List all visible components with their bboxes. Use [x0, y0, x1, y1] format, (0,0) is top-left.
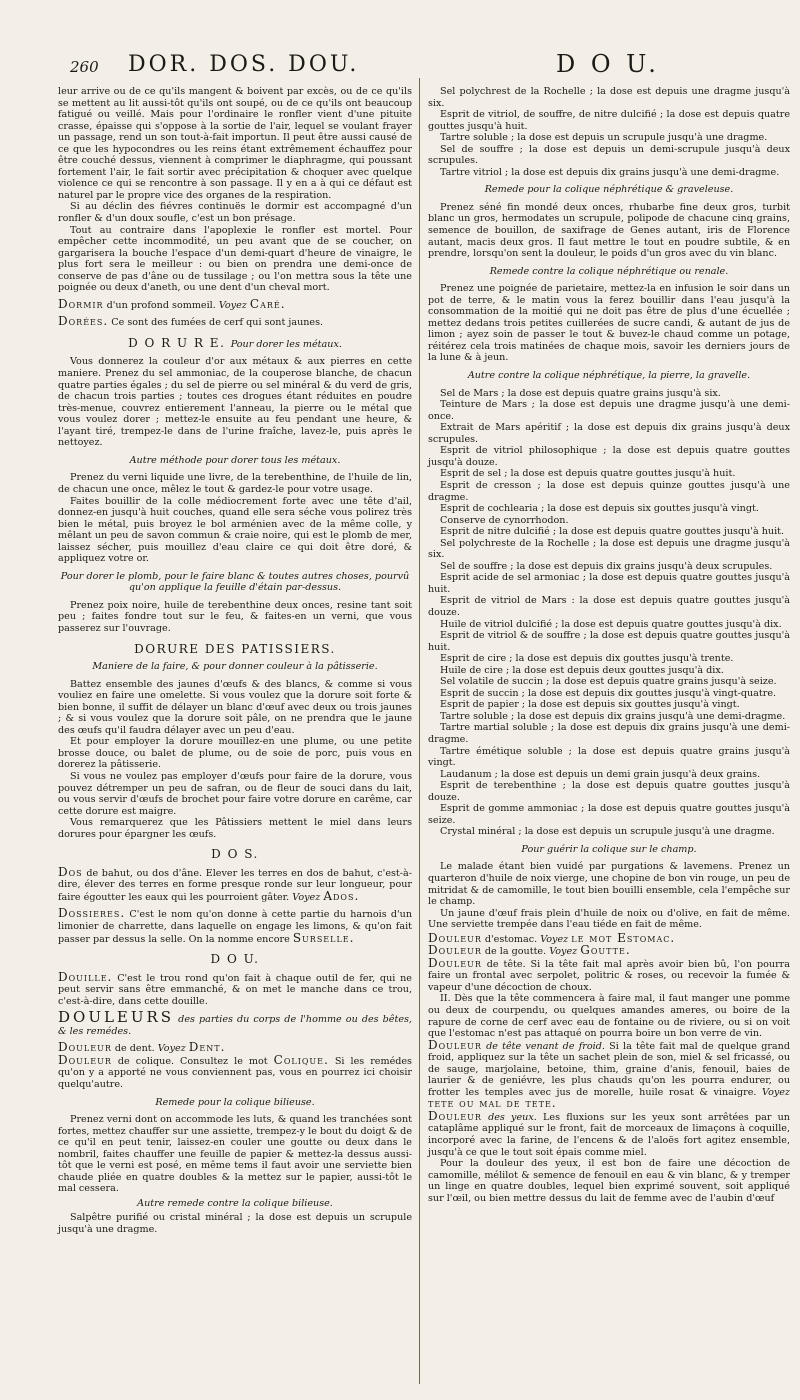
entry-head: Douleur	[428, 1037, 482, 1052]
list-item: Esprit de terebenthine ; la dose est depuis quatre gouttes jusqu'à douze.	[428, 780, 790, 803]
see-label: Voyez	[157, 1043, 186, 1055]
list-item: Esprit de vitriol de Mars : la dose est depuis quatre gouttes jusqu'à douze.	[428, 595, 790, 618]
entry-text: de dent.	[114, 1043, 155, 1055]
cross-reference: Dent.	[188, 1040, 226, 1055]
entry-head: Douleur	[428, 930, 482, 945]
section-heading: D O S.	[211, 847, 259, 862]
paragraph: Tartre vitriol ; la dose est depuis dix grains jusqu'à une demi-dragme.	[440, 166, 780, 178]
left-column	[58, 86, 412, 1236]
paragraph: Sel polychrest de la Rochelle ; la dose est depuis une dragme jusqu'à six.	[428, 86, 790, 109]
paragraph: Un jaune d'œuf frais plein d'huile de noix ou d'olive, en fait de même. Une serviette trempée dans l'eau tiéde en fait de même.	[428, 907, 790, 931]
paragraph: Pour la douleur des yeux, il est bon de faire une décoction de camomille, mélilot & semence de fenouil en eau & vin blanc, & y tremper un linge en quatre doubles, lequel bien exprimé souvent, soit appliqué sur l'œil, ou bien mettre dessus du lait de femme avec de l'aubin d'œuf	[428, 1158, 790, 1204]
cross-reference: le mot Estomac.	[571, 930, 676, 945]
running-head-right: D O U.	[556, 50, 660, 78]
entry-text: de bahut, ou dos d'âne. Elever les terres en dos de bahut, c'est-à-dire, élever des terres en forme presque ronde sur leur longueur, pour faire égoutter les eaux qui les pourroient gâter.	[58, 867, 412, 903]
section-heading: DORURE DES PATISSIERS.	[134, 641, 336, 656]
paragraph: Salpêtre purifié ou cristal minéral ; la dose est depuis un scrupule jusqu'à une dragme.	[58, 1212, 412, 1236]
list-item: Esprit de cresson ; la dose est depuis quinze gouttes jusqu'à une dragme.	[428, 479, 790, 503]
entry-text: Ce sont des fumées de cerf qui sont jaunes.	[111, 317, 324, 329]
entry-dos	[58, 864, 412, 904]
list-item: Laudanum ; la dose est depuis un demi grain jusqu'à deux grains.	[440, 768, 761, 780]
see-label: Voyez	[762, 1086, 790, 1098]
entry-head: Dos	[58, 864, 83, 879]
entry-head: Douleur	[428, 943, 482, 958]
entry-text: de la goutte.	[484, 946, 547, 958]
list-item: Sel polychreste de la Rochelle ; la dose est depuis une dragme jusqu'à six.	[428, 537, 790, 561]
entry-dorees	[58, 316, 412, 329]
entry-head: DOULEURS	[58, 1008, 175, 1027]
cross-reference: Colique.	[273, 1052, 329, 1067]
entry-head: Douleur	[428, 1108, 482, 1123]
paragraph: Si vous ne voulez pas employer d'œufs pour faire de la dorure, vous pouvez détremper un peu de safran, ou de fleur de souci dans du lait, ou vous servir d'œufs de brochet pour faire votre dorure en carême, car cette dorure est maigre.	[58, 770, 412, 817]
entry-text: de colique. Consultez le mot	[117, 1055, 268, 1067]
paragraph: Tartre soluble ; la dose est depuis un scrupule jusqu'à une dragme.	[440, 132, 768, 144]
list-item: Sel volatile de succin ; la dose est depuis quatre grains jusqu'à seize.	[440, 676, 777, 688]
entry-head: Douleur	[58, 1052, 112, 1067]
list-item: Tartre émétique soluble ; la dose est depuis quatre grains jusqu'à vingt.	[428, 745, 790, 769]
entry-head: Douleur	[58, 1040, 112, 1055]
list-item: Extrait de Mars apéritif ; la dose est depuis dix grains jusqu'à deux scrupules.	[428, 422, 790, 445]
paragraph: Prenez une poignée de parietaire, mettez-la en infusion le soir dans un pot de terre, & le matin vous la ferez bouillir dans l'eau jusqu'à la consommation de la moitié qui ne doit pas être de plus d'une écuellée ; mettez dedans trois petites cuillerées de sucre candi, & autant de jus de limon ; ayez soin de passer le tout & buvez-le chaud comme un potage, réitérez cela trois matinées de chaque mois, savoir les derniers jours de la lune & à jeun.	[428, 283, 790, 364]
subheading: Pour dorer le plomb, pour le faire blanc & toutes autres choses, pourvû qu'on applique la feuille d'étain par-dessus.	[60, 570, 410, 594]
entry-text: d'un profond sommeil.	[106, 299, 216, 311]
paragraph: Prenez poix noire, huile de terebenthine deux onces, resine tant soit peu ; faites fondre tout sur le feu, & faites-en un verni, que vous passerez sur l'ouvrage.	[58, 599, 412, 634]
entry-head: Dorées.	[58, 314, 109, 329]
list-item: Esprit de vitriol & de souffre ; la dose est depuis quatre gouttes jusqu'à huit.	[428, 630, 790, 653]
list-item: Sel de souffre ; la dose est depuis dix grains jusqu'à deux scrupules.	[440, 560, 773, 572]
subheading: Remede contre la colique néphrétique ou renale.	[489, 265, 729, 277]
see-label: Voyez	[292, 891, 321, 903]
cross-reference: tete ou mal de tete.	[428, 1096, 557, 1111]
paragraph: Esprit de vitriol, de souffre, de nitre dulcifié ; la dose est depuis quatre gouttes jusqu'à huit.	[428, 109, 790, 132]
cross-reference: Goutte.	[580, 943, 631, 958]
entry-yeux	[428, 1108, 790, 1158]
paragraph: Tout au contraire dans l'apoplexie le ronfler est mortel. Pour empêcher cette incommodité, un peu avant que de se coucher, on gargarisera la bouche l'espace d'un demi-quart d'heure de vinaigre, le plus fort sera le meilleur : ou bien on prendra une demi-once de conserve de pas d'âne ou de tussilage ; ou l'on mettra sous la tête une poignée ou deux d'aneth, ou une dent d'un cheval mort.	[58, 224, 412, 294]
subheading: Remede pour la colique bilieuse.	[155, 1096, 315, 1108]
list-item: Esprit de gomme ammoniac ; la dose est depuis quatre gouttes jusqu'à seize.	[428, 803, 790, 826]
subheading: Autre contre la colique néphrétique, la pierre, la gravelle.	[467, 370, 751, 382]
paragraph: Si au déclin des fiévres continuës le dormir est accompagné d'un ronfler & d'un doux soufle, c'est un bon présage.	[58, 201, 412, 225]
paragraph: Faites bouillir de la colle médiocrement forte avec une tête d'ail, donnez-en jusqu'à huit couches, quand elle sera séche vous polirez très bien le métal, puis broyez le bol arménien avec de la même colle, y mêlant un peu de savon commun & craie noire, qui est le plomb de mer, laissez sécher, puis mouillez d'eau claire ce qui doit être doré, & appliquez votre or.	[58, 495, 412, 565]
list-item: Esprit de papier ; la dose est depuis six gouttes jusqu'à vingt.	[440, 699, 740, 711]
page-header	[0, 50, 800, 90]
list-item: Esprit de succin ; la dose est depuis dix gouttes jusqu'à vingt-quatre.	[440, 687, 777, 699]
list-item: Esprit de cire ; la dose est depuis dix gouttes jusqu'à trente.	[440, 653, 734, 665]
subheading: Autre méthode pour dorer tous les métaux.	[129, 454, 341, 466]
entry-tete	[428, 955, 790, 994]
list-item: Tartre martial soluble ; la dose est depuis dix grains jusqu'à une demi-dragme.	[428, 722, 790, 745]
subheading: Autre remede contre la colique bilieuse.	[137, 1197, 333, 1209]
paragraph: Prenez du verni liquide une livre, de la terebenthine, de l'huile de lin, de chacun une once, mêlez le tout & gardez-le pour votre usage.	[58, 472, 412, 495]
entry-text: Les fluxions sur les yeux sont arrêtées par un cataplâme appliqué sur le front, fait de morceaux de limaçons à coquille, incorporé avec la farine, de l'encens & de l'aloës fort agitez ensemble, jusqu'à ce que le tout soit épais comme miel.	[428, 1111, 790, 1158]
see-label: Voyez	[549, 946, 578, 958]
running-head-left: DOR. DOS. DOU.	[128, 52, 360, 77]
see-label: Voyez	[218, 299, 247, 311]
list-item: Huile de cire ; la dose est depuis deux gouttes jusqu'à dix.	[440, 664, 724, 676]
subheading: Maniere de la faire, & pour donner couleur à la pâtisserie.	[92, 661, 378, 673]
list-item: Conserve de cynorrhodon.	[440, 514, 569, 526]
entry-text: de tête. Si la tête fait mal après avoir bien bû, l'on pourra faire un frontal avec serpolet, politric & roses, ou recevoir la fumée & vapeur d'une décoction de choux.	[428, 958, 790, 993]
list-item: Huile de vitriol dulcifié ; la dose est depuis quatre gouttes jusqu'à dix.	[440, 618, 782, 630]
entry-text: Si les remédes qu'on y a apporté ne vous conviennent pas, vous en pourrez ici choisir quelqu'autre.	[58, 1055, 412, 1091]
entry-head: Dossieres.	[58, 906, 126, 921]
list-item: Esprit de sel ; la dose est depuis quatre gouttes jusqu'à huit.	[440, 468, 736, 480]
entry-head: Dormir	[58, 296, 104, 311]
right-column	[428, 86, 790, 1204]
paragraph: Vous donnerez la couleur d'or aux métaux & aux pierres en cette maniere. Prenez du sel ammoniac, de la couperose blanche, de chacun quatre parties égales ; du sel de pierre ou sel minéral & du verd de gris, de chacun trois parties ; toutes ces drogues étant réduites en poudre très-menue, couvrez entierement l'anneau, la pierre ou le métal que vous voulez dorer ; mettez-le ensuite au feu pendant une heure, & l'ayant tiré, trempez-le dans de l'urine fraîche, lavez-le, puis après le nettoyez.	[58, 356, 412, 449]
subheading: Remede pour la colique néphrétique & graveleuse.	[484, 184, 734, 196]
paragraph: Et pour employer la dorure mouillez-en une plume, ou une petite brosse douce, ou balet de plume, ou de soie de porc, puis vous en dorerez la pâtisserie.	[58, 736, 412, 771]
list-item: Sel de Mars ; la dose est depuis quatre grains jusqu'à six.	[440, 387, 721, 399]
column-divider	[419, 78, 420, 1384]
list-item: Tartre soluble ; la dose est depuis dix grains jusqu'à une demi-dragme.	[440, 710, 786, 722]
remedy-list	[428, 388, 790, 838]
entry-text: C'est le trou rond qu'on fait à chaque outil de fer, qui ne peut servir sans être emmanché, & on met le manche dans ce trou, c'est-à-dire, dans cette douille.	[58, 972, 412, 1007]
entry-colique	[58, 1052, 412, 1091]
list-item: Esprit acide de sel armoniac ; la dose est depuis quatre gouttes jusqu'à huit.	[428, 572, 790, 595]
entry-text: C'est le nom qu'on donne à cette partie du harnois d'un limonier de charrette, dans laquelle on engage les limons, & qu'on fait passer par dessus la selle. On la nomme encore	[58, 909, 412, 945]
paragraph: Sel de souffre ; la dose est depuis un demi-scrupule jusqu'à deux scrupules.	[428, 143, 790, 167]
entry-douille	[58, 969, 412, 1008]
paragraph: Prenez verni dont on accommode les luts, & quand les tranchées sont fortes, mettez chauffer sur une assiette, trempez-y le bout du doigt & de ce qu'il en peut tenir, laissez-en couler une goutte ou deux dans le nombril, faites chauffer une feuille de papier & mettez-la dessus aussi-tôt que le verni est posé, en même tems il faut avoir une serviette bien chaude pliée en quatre doubles & la mettez sur le papier, aussi-tôt le mal cessera.	[58, 1114, 412, 1195]
cross-reference: Surselle.	[292, 930, 355, 945]
paragraph: Vous remarquerez que les Pâtissiers mettent le miel dans leurs dorures pour épargner les œufs.	[58, 817, 412, 840]
entry-tete-froid	[428, 1037, 790, 1111]
section-heading: D O U.	[210, 952, 260, 967]
entry-text: Si la tête fait mal de quelque grand froid, appliquez sur la tête un sachet plein de son, miel & sel fricassé, ou de sauge, marjolaine, betoine, thim, graine d'anis, fenouil, baies de laurier & de geniévre, les plus chauds qu'on les pourra endurer, ou frotter les temples avec jus de morelle, huile rosat & vinaigre.	[428, 1040, 790, 1098]
section-subheading: Pour dorer les métaux.	[230, 338, 342, 350]
see-label: Voyez	[540, 933, 569, 945]
list-item: Esprit de nitre dulcifié ; la dose est depuis quatre gouttes jusqu'à huit.	[440, 526, 785, 538]
entry-head: Douleur	[428, 955, 482, 970]
entry-goutte	[428, 945, 790, 958]
cross-reference: Ados.	[323, 888, 360, 903]
paragraph: Battez ensemble des jaunes d'œufs & des blancs, & comme si vous vouliez en faire une omelette. Si vous voulez que la dorure soit forte & bien bonne, il suffit de délayer un blanc d'œuf avec deux ou trois jaunes ; & si vous voulez que la dorure soit pâle, on ne prendra que le jaune des œufs qu'il faudra délayer avec un peu d'eau.	[58, 678, 412, 736]
entry-subhead: de tête venant de froid.	[486, 1040, 605, 1052]
list-item: Crystal minéral ; la dose est depuis un scrupule jusqu'à une dragme.	[440, 826, 775, 838]
list-item: Teinture de Mars ; la dose est depuis une dragme jusqu'à une demi-once.	[428, 399, 790, 422]
entry-subhead: des yeux.	[488, 1111, 537, 1123]
paragraph: II. Dès que la tête commencera à faire mal, il faut manger une pomme ou deux de courpendu, ou quelques amandes ameres, ou boire de la rapure de corne de cerf avec eau de fontaine ou de riviere, ou si on voit que l'estomac n'est pas attaqué on pourra boire un bon verre de vin.	[428, 993, 790, 1040]
cross-reference: Caré.	[249, 296, 286, 311]
paragraph: Le malade étant bien vuidé par purgations & lavemens. Prenez un quarteron d'huile de noix vierge, une chopine de bon vin rouge, un peu de mitridat & de camomille, le tout bien bouilli ensemble, cela l'empêche sur le champ.	[428, 861, 790, 908]
entry-head: Douille.	[58, 969, 113, 984]
entry-text: d'estomac.	[484, 933, 538, 945]
paragraph: Prenez séné fin mondé deux onces, rhubarbe fine deux gros, turbit blanc un gros, hermodates un scrupule, polipode de chacune cinq grains, semence de bouillon, de saxifrage de Genes autant, iris de Florence autant, macis deux gros. Il faut mettre le tout en poudre subtile, & en prendre, lorsqu'on sent la douleur, le poids d'un gros avec du vin blanc.	[428, 201, 790, 260]
entry-douleurs	[58, 1008, 412, 1037]
subheading: Pour guérir la colique sur le champ.	[521, 843, 697, 855]
section-heading: D O R U R E. Pour dorer les métaux.	[128, 335, 342, 350]
paragraph: leur arrive ou de ce qu'ils mangent & boivent par excès, ou de ce qu'ils se mettent au lit aussi-tôt qu'ils ont soupé, ou de ce qu'ils ont beaucoup fatigué ou veillé. Mais pour l'ordinaire le ronfler vient d'une pituite crasse, épaisse qui s'oppose à la sortie de l'air, lequel se voulant frayer un passage, rend un son tout-à-fait importun. Il peut être aussi causé de ce que les hypocondres ou les reins étant extrêmement échauffez pour être couché dessus, viennent à comprimer le diaphragme, qui poussant fortement l'air, le fait sortir avec précipitation & choquer avec quelque violence ce qui se rencontre à son passage. Il y en a à qui ce défaut est naturel par le propre vice des organes de la respiration.	[58, 86, 412, 201]
page-number: 260	[70, 58, 99, 76]
entry-text: des parties du corps de l'homme ou des bêtes, & les remédes.	[58, 1014, 412, 1037]
list-item: Esprit de cochlearia ; la dose est depuis six gouttes jusqu'à vingt.	[440, 503, 759, 515]
entry-dossieres	[58, 908, 412, 945]
entry-dormir	[58, 296, 412, 312]
list-item: Esprit de vitriol philosophique ; la dose est depuis quatre gouttes jusqu'à douze.	[428, 445, 790, 468]
